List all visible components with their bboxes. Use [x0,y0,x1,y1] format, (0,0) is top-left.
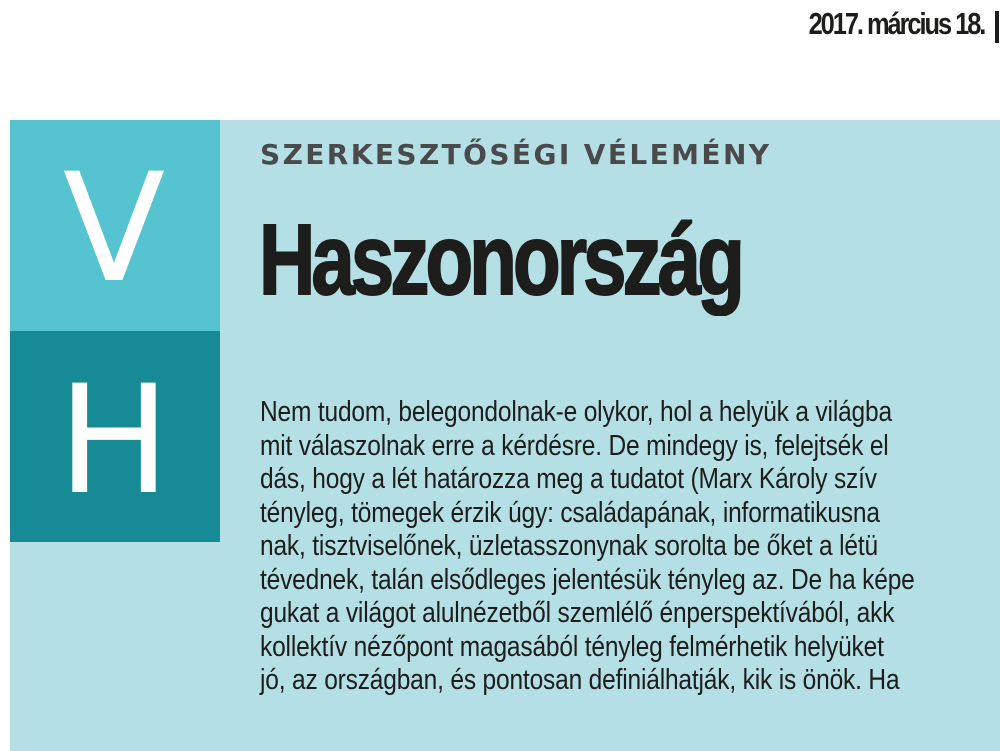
body-line: tévednek, talán elsődleges jelentésük tényleg az. De ha képe [260,563,915,596]
body-line: kollektív nézőpont magasából tényleg felmérhetik helyüket [260,630,884,663]
date-rule [995,11,999,43]
body-line: Nem tudom, belegondolnak-e olykor, hol a helyük a világba [260,396,892,428]
article-title: Haszonország [259,204,741,316]
vh-letters-graphic [10,120,220,542]
issue-date: 2017. március 18. [808,6,984,41]
body-line: jó, az országban, és pontosan definiálhatják, kik is önök. Ha [260,664,900,696]
body-line: tényleg, tömegek érzik úgy: családapának, informatikusna [260,496,880,529]
body-line: nak, tisztviselőnek, üzletasszonynak sorolta be őket a létü [260,530,878,562]
logo-letter-v: V [62,142,166,316]
editorial-panel [10,120,1000,751]
article-body [260,396,1000,698]
body-line: mit válaszolnak erre a kérdésre. De mindegy is, felejtsék el [260,429,889,462]
article-kicker: SZERKESZTŐSÉGI VÉLEMÉNY [260,138,772,171]
body-line: gukat a világot alulnézetből szemlélő énperspektívából, akk [260,597,895,629]
logo-letter-h: H [57,354,171,528]
body-line: dás, hogy a lét határozza meg a tudatot (Marx Károly szív [260,463,877,495]
vh-logo [10,120,220,542]
